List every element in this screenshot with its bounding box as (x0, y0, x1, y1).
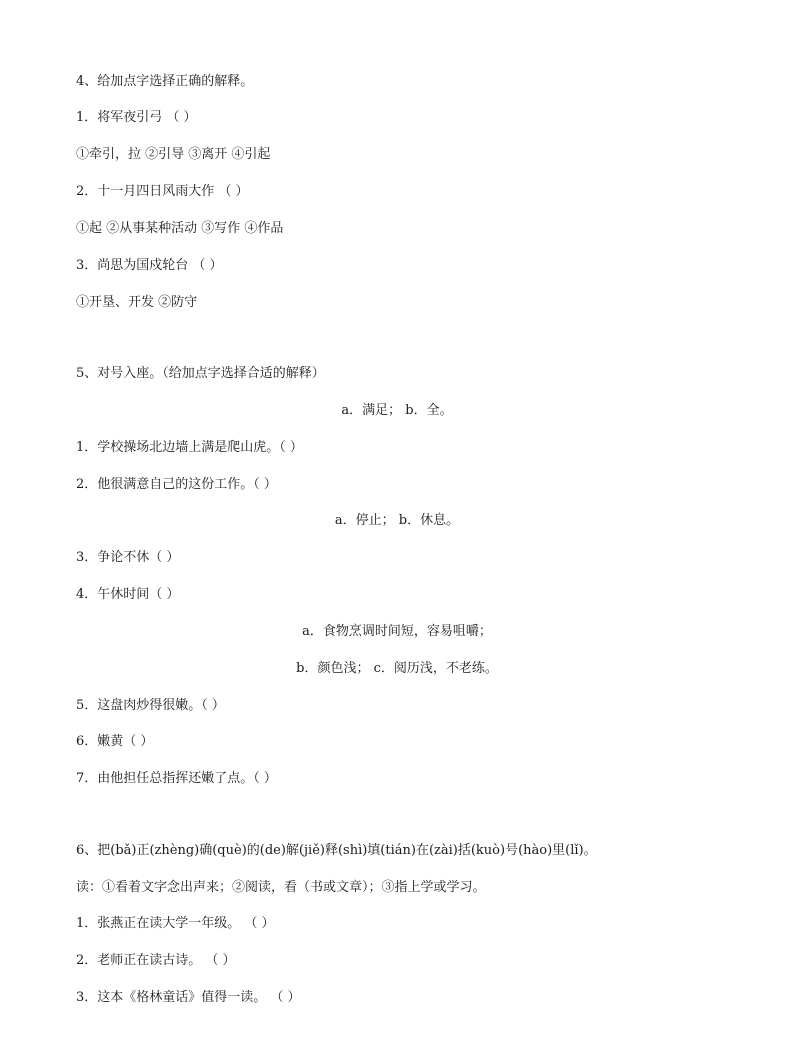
q4-item-3: 3．尚思为国戍轮台 （ ） (76, 258, 223, 273)
q6-item-2: 2．老师正在读古诗。 （ ） (76, 953, 236, 968)
q5-item-6: 6．嫩黄（ ） (76, 734, 154, 749)
q5-options-group-2: a．停止； b．休息。 (334, 513, 460, 528)
q5-options-group-3b: b．颜色浅； c．阅历浅，不老练。 (296, 661, 498, 676)
q5-options-group-3a: a．食物烹调时间短，容易咀嚼； (302, 624, 492, 639)
q5-item-5: 5．这盘肉炒得很嫩。（ ） (76, 698, 225, 713)
question-6-title: 6、把(bǎ)正(zhèng)确(què)的(de)解(jiě)释(shì)填(tián)在(zài)括(kuò)号(hào)里(lǐ)。 (76, 843, 597, 858)
q5-item-1: 1．学校操场北边墙上满是爬山虎。（ ） (76, 440, 303, 455)
q6-item-1: 1．张燕正在读大学一年级。 （ ） (76, 916, 275, 931)
q5-options-group-1: a．满足； b．全。 (341, 403, 453, 418)
q4-item-1: 1．将军夜引弓 （ ） (76, 110, 197, 125)
q4-item-3-options: ①开垦、开发 ②防守 (76, 295, 198, 310)
q5-item-3: 3．争论不休（ ） (76, 550, 180, 565)
question-4-title: 4、给加点字选择正确的解释。 (76, 74, 254, 89)
q4-item-2: 2．十一月四日风雨大作 （ ） (76, 184, 249, 199)
question-5-title: 5、对号入座。（给加点字选择合适的解释） (76, 366, 325, 381)
q4-item-1-options: ①牵引，拉 ②引导 ③离开 ④引起 (76, 147, 271, 162)
q5-item-4: 4．午休时间（ ） (76, 587, 180, 602)
q5-item-7: 7．由他担任总指挥还嫩了点。（ ） (76, 771, 277, 786)
q6-item-3: 3．这本《格林童话》值得一读。 （ ） (76, 990, 301, 1005)
q6-definition: 读：①看着文字念出声来；②阅读，看（书或文章）；③指上学或学习。 (76, 880, 486, 895)
q4-item-2-options: ①起 ②从事某种活动 ③写作 ④作品 (76, 221, 284, 236)
q5-item-2: 2．他很满意自己的这份工作。（ ） (76, 477, 277, 492)
